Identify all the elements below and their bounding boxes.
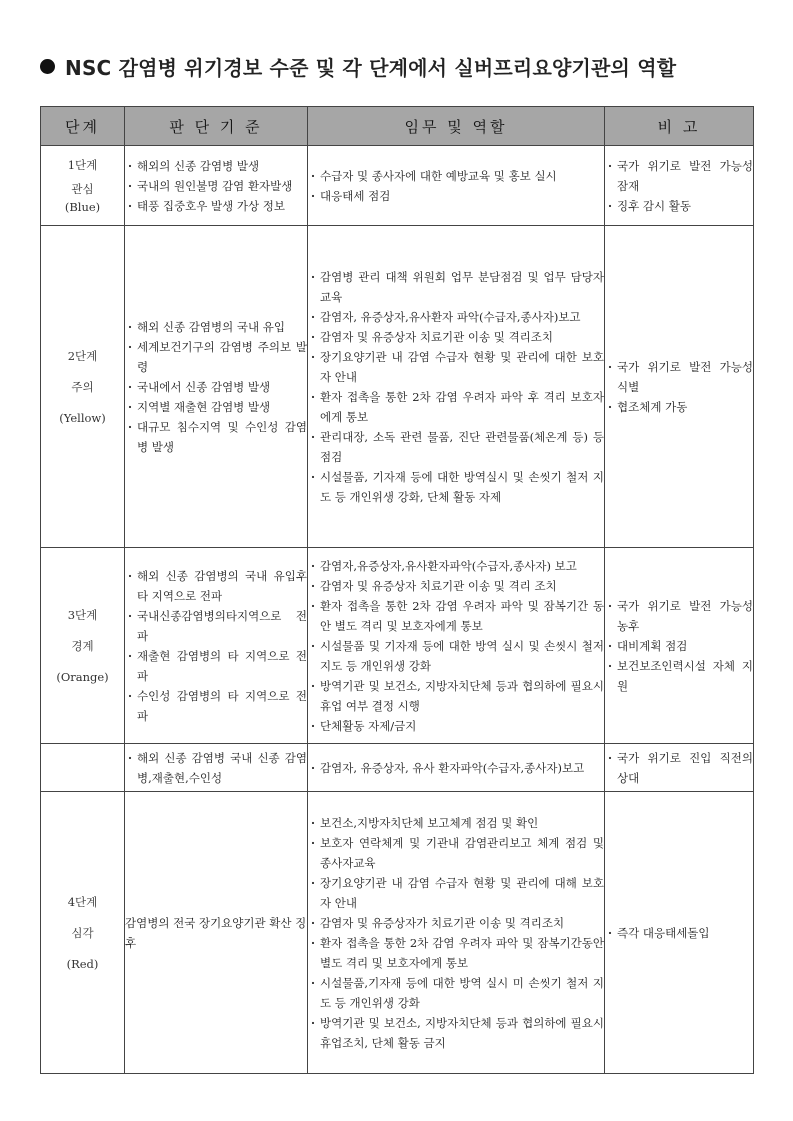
list-item: · 징후 감시 활동 [605, 196, 753, 216]
list-item: · 지역별 재출현 감염병 발생 [125, 397, 307, 417]
notes-cell [605, 744, 754, 792]
notes-cell [605, 226, 754, 548]
criteria-cell [125, 226, 308, 548]
alert-level-table [40, 106, 754, 1074]
stage-color: (Red) [66, 956, 99, 971]
criteria-cell [125, 792, 308, 1074]
list-item: · 장기요양기관 내 감염 수급자 현황 및 관리에 대한 보호자 안내 [308, 347, 604, 387]
stage-level: 주의 [71, 379, 94, 394]
list-item: · 대규모 침수지역 및 수인성 감염병 발생 [125, 417, 307, 457]
list-item: · 보건보조인력시설 자체 지원 [605, 656, 753, 696]
stage-cell [41, 226, 125, 548]
list-item: · 보건소,지방자치단체 보고체계 점검 및 확인 [308, 813, 604, 833]
stage-cell [41, 146, 125, 226]
table-row [41, 146, 754, 226]
duties-cell [308, 226, 605, 548]
criteria-cell [125, 146, 308, 226]
criteria-cell [125, 744, 308, 792]
stage-number: 1단계 [67, 157, 98, 172]
list-item: · 감염자 및 유증상자가 치료기관 이송 및 격리조치 [308, 913, 604, 933]
list-item: · 해외 신종 감염병 국내 신종 감염병,재출현,수인성 [125, 748, 307, 788]
header-duties: 임무 및 역할 [308, 107, 605, 146]
table-row [41, 226, 754, 548]
header-criteria: 판 단 기 준 [125, 107, 308, 146]
list-item: · 환자 접촉을 통한 2차 감염 우려자 파악 및 잠복기간 동안 별도 격리 및 보호자에게 통보 [308, 596, 604, 636]
list-item: · 해외의 신종 감염병 발생 [125, 156, 307, 176]
list-item: · 세계보건기구의 감염병 주의보 발령 [125, 337, 307, 377]
header-stage: 단계 [41, 107, 125, 146]
stage-color: (Yellow) [59, 410, 106, 425]
list-item: · 국내의 원인불명 감염 환자발생 [125, 176, 307, 196]
stage-cell [41, 744, 125, 792]
list-item: · 관리대장, 소독 관련 물품, 진단 관련물품(체온계 등) 등 점검 [308, 427, 604, 467]
list-item: · 국가 위기로 발전 가능성 잠재 [605, 156, 753, 196]
table-row [41, 548, 754, 744]
notes-cell [605, 146, 754, 226]
list-item: · 보호자 연락체계 및 기관내 감염관리보고 체계 점검 및 종사자교육 [308, 833, 604, 873]
list-item: · 감염자, 유증상자,유사환자 파악(수급자,종사자)보고 [308, 307, 604, 327]
stage-cell [41, 548, 125, 744]
list-item: · 대비계획 점검 [605, 636, 753, 656]
list-item: · 재출현 감염병의 타 지역으로 전파 [125, 646, 307, 686]
list-item: · 감염자, 유증상자, 유사 환자파악(수급자,종사자)보고 [308, 758, 604, 778]
duties-cell [308, 792, 605, 1074]
stage-number: 4단계 [67, 894, 98, 909]
criteria-text: 감염병의 전국 장기요양기관 확산 징후 [125, 915, 307, 950]
duties-cell [308, 744, 605, 792]
list-item: · 태풍 집중호우 발생 가상 정보 [125, 196, 307, 216]
page-title [40, 52, 763, 81]
list-item: · 수인성 감염병의 타 지역으로 전파 [125, 686, 307, 726]
list-item: · 감염자,유증상자,유사환자파악(수급자,종사자) 보고 [308, 556, 604, 576]
duties-cell [308, 146, 605, 226]
list-item: · 해외 신종 감염병의 국내 유입후 타 지역으로 전파 [125, 566, 307, 606]
list-item: · 해외 신종 감염병의 국내 유입 [125, 317, 307, 337]
list-item: · 시설물품,기자재 등에 대한 방역 실시 미 손씻기 철저 지도 등 개인위생 강화 [308, 973, 604, 1013]
list-item: · 단체활동 자제/금지 [308, 716, 604, 736]
list-item: · 즉각 대응태세돌입 [605, 923, 753, 943]
notes-cell [605, 548, 754, 744]
stage-number: 3단계 [67, 607, 98, 622]
list-item: · 장기요양기관 내 감염 수급자 현황 및 관리에 대해 보호자 안내 [308, 873, 604, 913]
list-item: · 시설물품, 기자재 등에 대한 방역실시 및 손씻기 철저 지도 등 개인위생 강화, 단체 활동 자제 [308, 467, 604, 507]
criteria-cell [125, 548, 308, 744]
list-item: · 대응태세 점검 [308, 186, 604, 206]
title-text: NSC 감염병 위기경보 수준 및 각 단계에서 실버프리요양기관의 역할 [65, 56, 677, 80]
list-item: · 감염병 관리 대책 위원회 업무 분담점검 및 업무 담당자 교육 [308, 267, 604, 307]
duties-cell [308, 548, 605, 744]
list-item: · 환자 접촉을 통한 2차 감염 우려자 파악 및 잠복기간동안 별도 격리 및 보호자에게 통보 [308, 933, 604, 973]
stage-level: 심각 [71, 925, 94, 940]
list-item: · 방역기관 및 보건소, 지방자치단체 등과 협의하에 필요시 휴업조치, 단체 활동 금지 [308, 1013, 604, 1053]
list-item: · 방역기관 및 보건소, 지방자치단체 등과 협의하에 필요시 휴업 여부 결정 시행 [308, 676, 604, 716]
stage-level: 관심 [71, 181, 94, 196]
notes-cell [605, 792, 754, 1074]
list-item: · 협조체계 가동 [605, 397, 753, 417]
list-item: · 국내에서 신종 감염병 발생 [125, 377, 307, 397]
table-row [41, 744, 754, 792]
list-item: · 국가 위기로 발전 가능성 식별 [605, 357, 753, 397]
list-item: · 수급자 및 종사자에 대한 예방교육 및 홍보 실시 [308, 166, 604, 186]
list-item: · 감염자 및 유증상자 치료기관 이송 및 격리조치 [308, 327, 604, 347]
list-item: · 시설물품 및 기자재 등에 대한 방역 실시 및 손씻시 철저 지도 등 개인위생 강화 [308, 636, 604, 676]
stage-level: 경계 [71, 638, 94, 653]
list-item: · 환자 접촉을 통한 2차 감염 우려자 파악 후 격리 보호자에게 통보 [308, 387, 604, 427]
header-notes: 비 고 [605, 107, 754, 146]
list-item: · 감염자 및 유증상자 치료기관 이송 및 격리 조치 [308, 576, 604, 596]
list-item: · 국내신종감염병의타지역으로 전파 [125, 606, 307, 646]
stage-cell [41, 792, 125, 1074]
header-row [41, 107, 754, 146]
title-bullet-icon [40, 59, 55, 74]
stage-color: (Orange) [56, 669, 109, 684]
stage-color: (Blue) [64, 199, 101, 214]
table-row [41, 792, 754, 1074]
stage-number: 2단계 [67, 348, 98, 363]
list-item: · 국가 위기로 진입 직전의 상대 [605, 748, 753, 788]
list-item: · 국가 위기로 발전 가능성 농후 [605, 596, 753, 636]
